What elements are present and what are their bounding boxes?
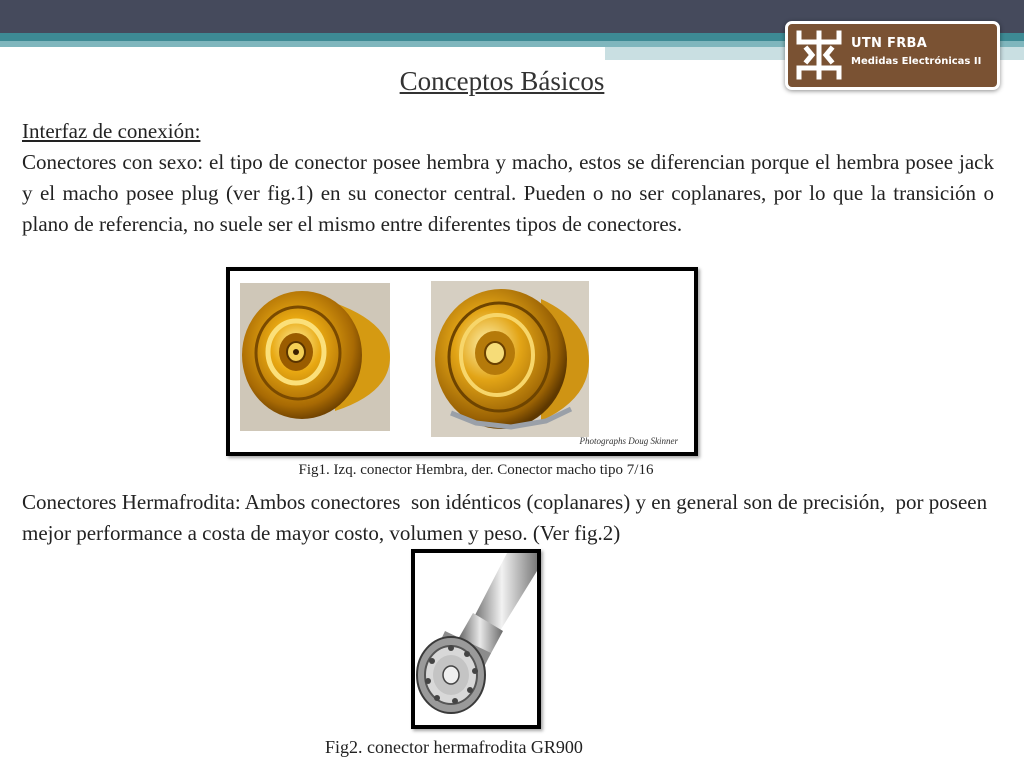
- logo-title: UTN FRBA: [851, 36, 928, 51]
- female-connector-photo: [240, 283, 390, 431]
- hermaphroditic-connector-photo: [415, 553, 537, 725]
- header-white-strip: [0, 47, 605, 53]
- section1-paragraph: Conectores con sexo: el tipo de conector posee hembra y macho, estos se diferencian porque el hembra posee jack y el macho posee plug (ver fig.1) en su conector central. Pueden o no ser coplanares, por lo que la transición o plano de referencia, no suele ser el mismo entre diferentes tipos de conectores.: [22, 150, 994, 236]
- photo-credit: Photographs Doug Skinner: [579, 436, 678, 446]
- figure1-caption: Fig1. Izq. conector Hembra, der. Conector macho tipo 7/16: [298, 462, 654, 478]
- male-connector-photo: [431, 281, 589, 437]
- section2-paragraph: Conectores Hermafrodita: Ambos conectores son idénticos (coplanares) y en general son de precisión, por poseen mejor performance a costa de mayor costo, volumen y peso. (Ver fig.2): [22, 490, 993, 545]
- slide-title: Conceptos Básicos: [399, 66, 605, 96]
- figure1-photo-frame: [226, 267, 698, 456]
- logo-subtitle: Medidas Electrónicas II: [851, 56, 982, 67]
- section-heading: Interfaz de conexión:: [22, 119, 201, 143]
- figure2-caption: Fig2. conector hermafrodita GR900: [325, 737, 583, 757]
- figure2-photo-frame: [411, 549, 541, 729]
